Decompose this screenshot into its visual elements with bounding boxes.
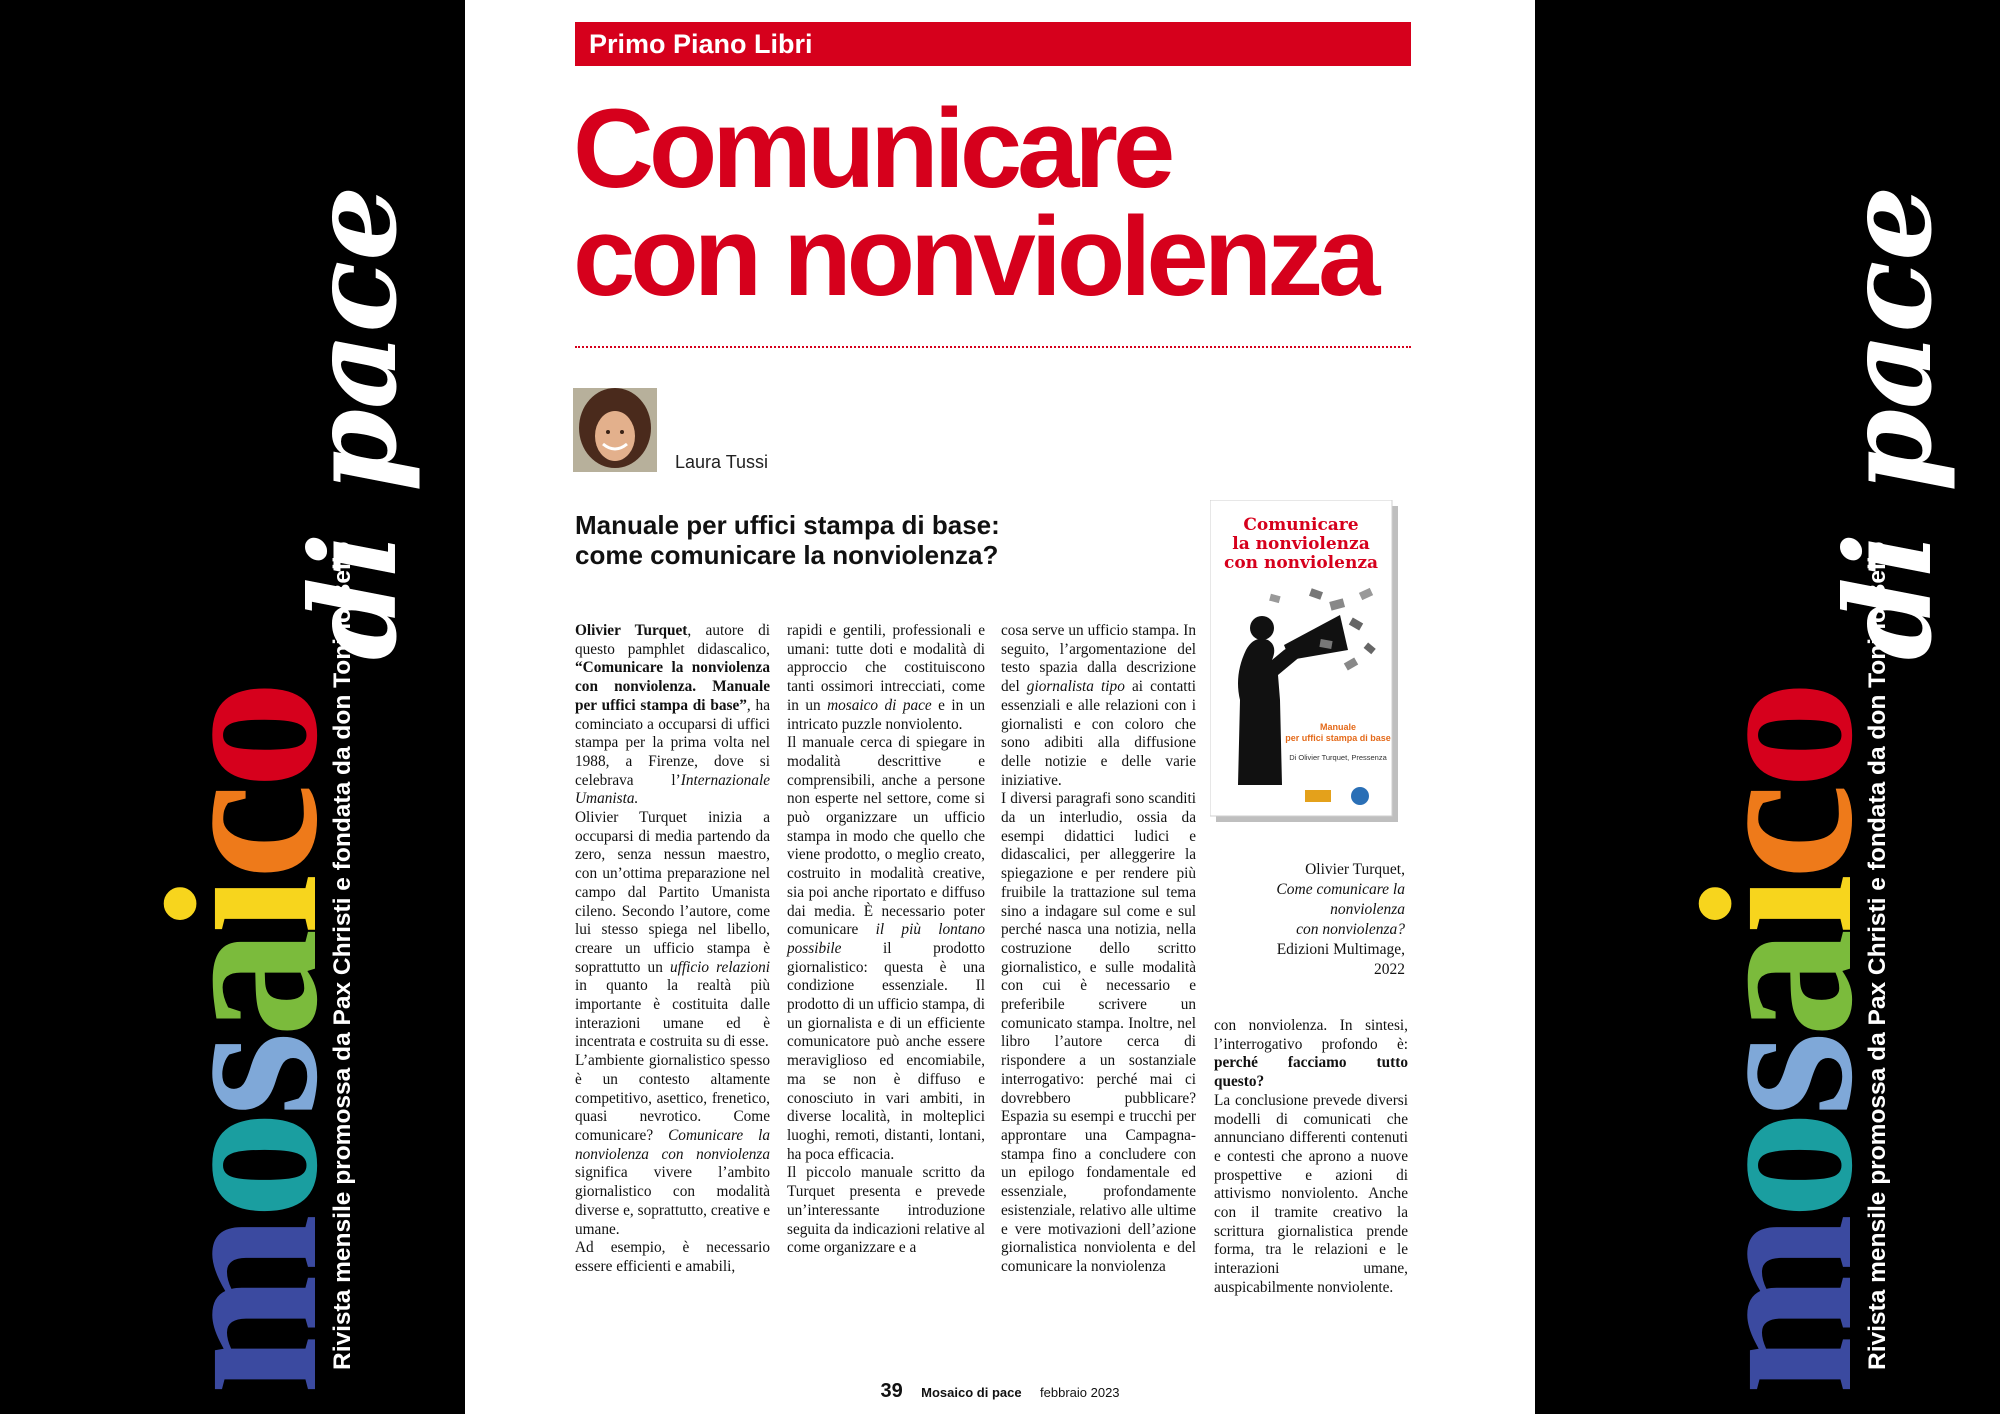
page-number: 39 (880, 1380, 903, 1402)
publisher-logo-icon (1305, 790, 1331, 802)
right-masthead-strip (1535, 0, 2000, 1414)
book-cover (1210, 500, 1398, 822)
svg-text:per uffici stampa di base: per uffici stampa di base (1285, 733, 1391, 743)
article-column-2 (787, 622, 985, 1258)
logo-letter-o2: o (122, 686, 363, 790)
logo-letter-i: i (122, 879, 363, 935)
svg-text:la nonviolenza: la nonviolenza (1232, 534, 1370, 554)
book-caption: Olivier Turquet, Come comunicare la nonviolenza con nonviolenza? Edizioni Multimage, 2022 (1276, 861, 1405, 978)
paragraph: con nonviolenza. In sintesi, l’interrogativo profondo è: perché facciamo tutto questo? (1214, 1017, 1408, 1091)
logo-letter-a: a (122, 934, 363, 1038)
svg-text:Manuale: Manuale (1319, 722, 1357, 732)
paragraph: Olivier Turquet inizia a occuparsi di media partendo da zero, senza nessun maestro, con un’ottima preparazione nel campo dal Partito Umanista cileno. Secondo l’autore, come lui stesso spiega nel libello, creare un ufficio stampa è soprattutto un ufficio relazioni in quanto la realtà più importante è costituita dalle interazioni umane ed è incentrata e costruita su di esse. (575, 809, 770, 1051)
paragraph: rapidi e gentili, professionali e umani: tutte doti e modalità di approccio che costituiscono tanti ossimori intrecciati, come in un mosaico di pace e in un intricato puzzle nonviolento. (787, 622, 985, 733)
svg-text:mosaico: mosaico (1657, 686, 1898, 1395)
pressenza-logo-icon (1351, 787, 1369, 805)
article-subtitle: Manuale per uffici stampa di base: come comunicare la nonviolenza? (575, 510, 1000, 570)
right-masthead-logo (1535, 0, 2000, 1414)
logo-letter-c: c (122, 789, 363, 880)
left-masthead-logo (0, 0, 465, 1414)
paragraph: L’ambiente giornalistico spesso è un contesto altamente competitivo, asettico, frenetico, quasi nevrotico. Come comunicare? Comunicare la nonviolenza con nonviolenza significa vivere l’ambito giornalistico con modalità diverse e, soprattutto, creative e umane. (575, 1052, 770, 1238)
masthead-tagline-right: Rivista mensile promossa da Pax Christi e fondata da don Tonino Bello (1864, 541, 1891, 1370)
author-name: Laura Tussi (675, 452, 769, 472)
page-footer (465, 1380, 1535, 1403)
article-page (465, 0, 1535, 1414)
article-column-3 (1001, 622, 1196, 1277)
svg-text:con nonviolenza: con nonviolenza (1223, 553, 1379, 573)
paragraph: Il piccolo manuale scritto da Turquet presenta e prevede un’interessante introduzione seguita da indicazioni relative al come organizzare e a (787, 1164, 985, 1257)
paragraph: Olivier Turquet, autore di questo pamphlet didascalico, “Comunicare la nonviolenza con nonviolenza. Manuale per uffici stampa di base”, ha cominciato a occuparsi di uffici stampa per la prima volta nel 1988, a Firenze, dove si celebrava l’Internazionale Umanista. (575, 622, 770, 808)
logo-letter-o: o (122, 1116, 363, 1220)
magazine-name: Mosaico di pace (921, 1385, 1022, 1400)
paragraph: La conclusione prevede diversi modelli di comunicati che annunciano differenti contenuti e contesti che aprono a nuove prospettive e azioni di attivismo nonviolento. Anche con il tramite creativo la scrittura giornalistica prende forma, tra le relazioni e le interazioni umane, auspicabilmente nonviolente. (1214, 1091, 1408, 1296)
article-title (573, 86, 1423, 319)
author-photo (573, 388, 657, 472)
svg-text:Di Olivier Turquet, Pressenza: Di Olivier Turquet, Pressenza (1289, 753, 1387, 762)
issue-date: febbraio 2023 (1040, 1385, 1120, 1400)
title-divider (575, 346, 1411, 348)
paragraph: Il manuale cerca di spiegare in modalità descrittive e comprensibili, anche a persone non esperte nel settore, come si può organizzare un ufficio stampa in modo che quello che viene prodotto, o meglio creato, costruito in modalità creative, sia poi anche riportato e diffuso dai media. È necessario poter comunicare il più lontano possibile il prodotto giornalistico: questa è una condizione essenziale. Il prodotto di un ufficio stampa, di un giornalista e di un efficiente comunicatore può anche essere meraviglioso ed encomiabile, ma se non è diffuso e conosciuto in vari ambiti, in diverse località, in molteplici luoghi, remoti, distanti, lontani, ha poca efficacia. (787, 734, 986, 1163)
title-line-1: Comunicare (573, 86, 1171, 211)
paragraph: I diversi paragrafi sono scanditi da un interludio, ossia da esempi didattici ludici e didascalici, per alleggerire la spiegazione e per rendere più fruibile la trattazione sul tema sino a indagare sul come e sul perché nasca una notizia, nella costruzione dello scritto giornalistico, e sulle modalità con cui è necessario e preferibile scrivere un comunicato stampa. Inoltre, nel libro l’autore cerca di rispondere a un sostanziale interrogativo: perché mai ci dovrebbero pubblicare? Espazia su esempi e trucchi per approntare una Campagna-stampa fino a concludere con un epilogo fondamentale ed essenziale, profondamente esistenziale, relativo alle ultime e vere motivazioni dell’azione giornalistica nonviolenta e del comunicare la nonviolenza (1001, 790, 1196, 1275)
logo-letter-s: s (122, 1037, 363, 1117)
paragraph: Ad esempio, è necessario essere efficienti e amabili, (575, 1239, 770, 1275)
svg-text:mosaico (122, 686, 363, 1395)
article-column-1 (575, 622, 770, 1277)
logo-letter-m: m (122, 1219, 363, 1395)
logo-script-right: di pace (1819, 185, 1958, 660)
article-column-4 (1214, 1017, 1408, 1298)
svg-text:Comunicare: Comunicare (1243, 515, 1359, 535)
section-label: Primo Piano Libri (589, 29, 813, 59)
left-masthead-strip (0, 0, 465, 1414)
logo-script: di pace (284, 185, 423, 660)
masthead-tagline: Rivista mensile promossa da Pax Christi e fondata da don Tonino Bello (329, 541, 356, 1370)
section-banner (575, 22, 1411, 66)
title-line-2: con nonviolenza (573, 194, 1376, 319)
paragraph: cosa serve un ufficio stampa. In seguito, l’argomentazione del testo spazia dalla descrizione del giornalista tipo ai contatti essenziali e alle relazioni con i giornalisti e con coloro che sono adibiti alla diffusione delle notizie e delle varie iniziative. (1001, 622, 1196, 789)
